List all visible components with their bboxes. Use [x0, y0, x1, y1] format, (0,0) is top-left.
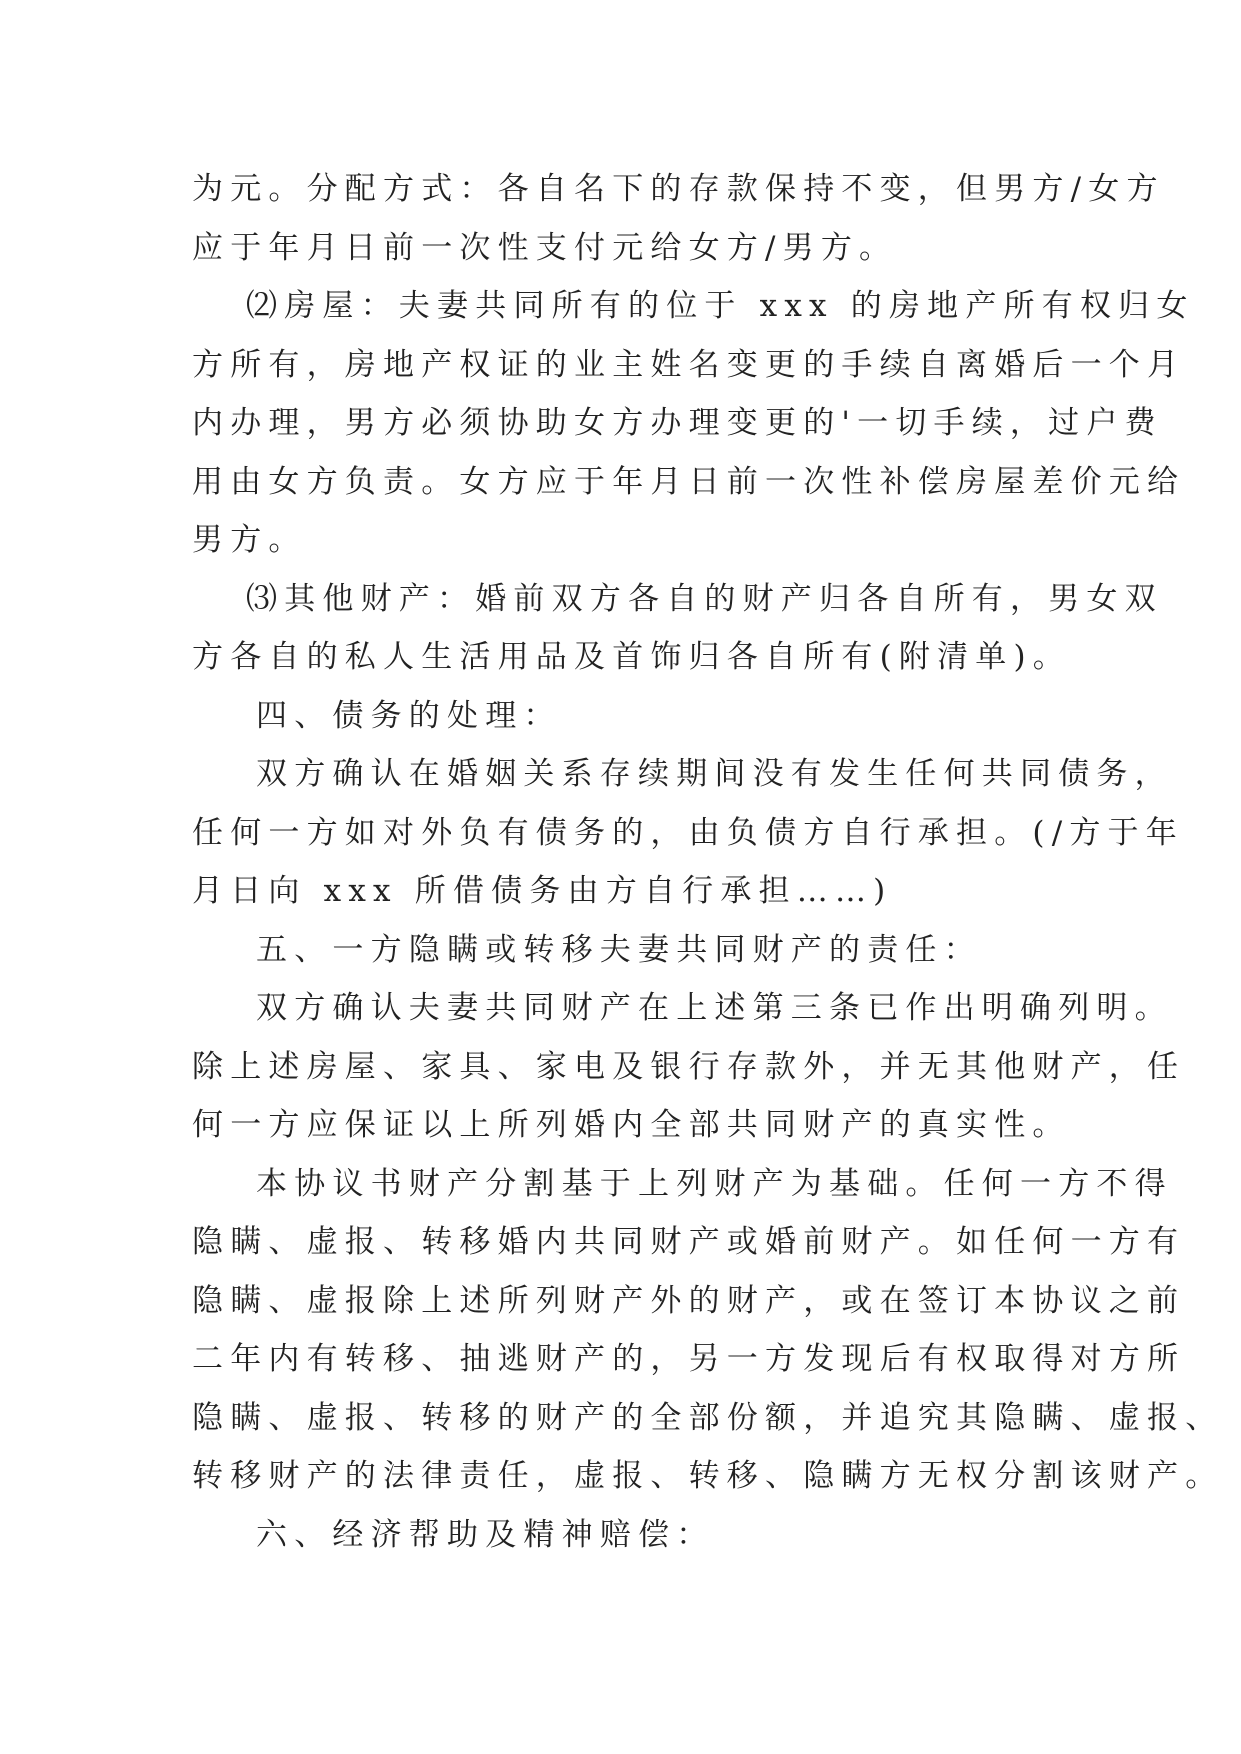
text-line: 隐瞒、虚报、转移的财产的全部份额，并追究其隐瞒、虚报、: [192, 1399, 1224, 1436]
text-line: 隐瞒、虚报除上述所列财产外的财产，或在签订本协议之前: [192, 1282, 1186, 1319]
text-line: 双方确认夫妻共同财产在上述第三条已作出明确列明。: [256, 990, 1173, 1026]
text-line: 应于年月日前一次性支付元给女方/男方。: [192, 229, 898, 266]
text-line: 二年内有转移、抽逃财产的，另一方发现后有权取得对方所: [192, 1341, 1186, 1377]
text-line: 转移财产的法律责任，虚报、转移、隐瞒方无权分割该财产。: [192, 1458, 1224, 1494]
text-line: 双方确认在婚姻关系存续期间没有发生任何共同债务，: [256, 756, 1173, 792]
document-body: [192, 160, 1224, 1564]
text-line: 方各自的私人生活用品及首饰归各自所有(附清单)。: [192, 639, 1071, 675]
text-line: 方所有，房地产权证的业主姓名变更的手续自离婚后一个月: [192, 346, 1186, 383]
text-line: 隐瞒、虚报、转移婚内共同财产或婚前财产。如任何一方有: [192, 1224, 1186, 1260]
section-heading: 五、一方隐瞒或转移夫妻共同财产的责任：: [256, 931, 982, 968]
text-line: 为元。分配方式：各自名下的存款保持不变，但男方/女方: [192, 171, 1165, 207]
text-line: 本协议书财产分割基于上列财产为基础。任何一方不得: [256, 1165, 1173, 1202]
text-line: 内办理，男方必须协助女方办理变更的'一切手续，过户费: [192, 405, 1163, 441]
text-line: ⑵房屋：夫妻共同所有的位于 xxx 的房地产所有权归女: [246, 288, 1195, 324]
text-line: 男方。: [192, 522, 307, 558]
section-heading: 四、债务的处理：: [256, 697, 562, 734]
text-line: ⑶其他财产：婚前双方各自的财产归各自所有，男女双: [246, 580, 1163, 617]
text-line: 用由女方负责。女方应于年月日前一次性补偿房屋差价元给: [192, 463, 1186, 500]
text-line: 何一方应保证以上所列婚内全部共同财产的真实性。: [192, 1107, 1071, 1143]
text-line: 月日向 xxx 所借债务由方自行承担……): [192, 873, 893, 909]
section-heading: 六、经济帮助及精神赔偿：: [256, 1516, 715, 1553]
text-line: 除上述房屋、家具、家电及银行存款外，并无其他财产，任: [192, 1048, 1186, 1085]
text-line: 任何一方如对外负有债务的，由负债方自行承担。(/方于年: [192, 814, 1184, 851]
